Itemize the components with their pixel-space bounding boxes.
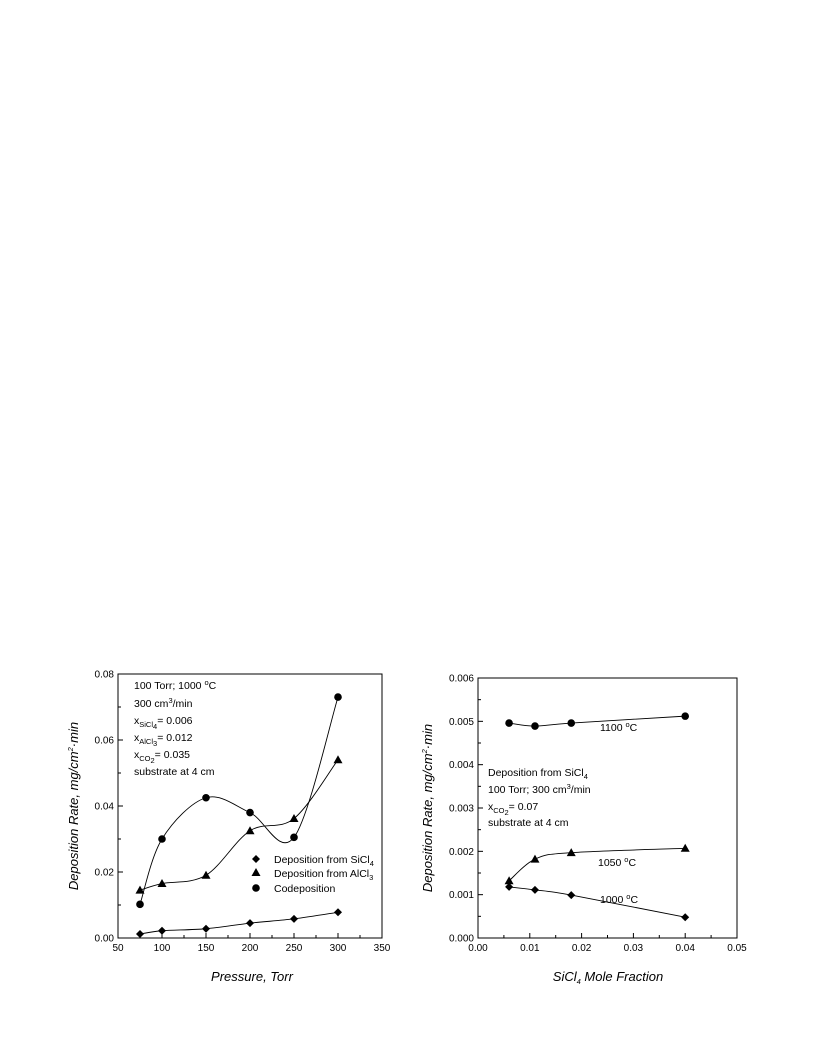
left-triangle-point <box>334 755 343 763</box>
right-y-title-tail: ·min <box>420 723 435 750</box>
left-note-3sub: SiCl <box>139 720 154 729</box>
right-diamond-point <box>681 913 689 921</box>
label-1050c-sup: o <box>624 855 629 864</box>
left-diamond-point <box>202 925 210 933</box>
left-y-tick-label: 0.04 <box>94 801 114 813</box>
right-note-2b: /min <box>570 784 591 796</box>
right-x-axis-title <box>553 969 663 986</box>
legend-item-alcl3-sub: 3 <box>369 873 374 882</box>
left-note-line-2 <box>134 696 193 710</box>
left-x-tick-label: 350 <box>373 943 391 954</box>
left-y-title-sup: 2 <box>66 747 75 752</box>
right-y-title-main: Deposition Rate, mg/cm <box>420 753 435 893</box>
left-note-line-6: substrate at 4 cm <box>134 766 215 778</box>
legend-circle-marker <box>252 884 260 892</box>
right-y-tick-label: 0.000 <box>448 933 474 945</box>
legend-item-sicl4-sub: 4 <box>369 859 374 868</box>
left-triangle-point <box>202 871 211 879</box>
left-note-4b: = 0.012 <box>157 732 193 744</box>
left-note-line-3 <box>134 715 193 731</box>
left-note-3a: x <box>134 715 140 727</box>
legend-item-alcl3 <box>274 868 373 882</box>
right-note-3sub: CO <box>493 806 505 815</box>
left-note-4a: x <box>134 732 140 744</box>
left-chart <box>66 670 391 985</box>
left-diamond-point <box>246 919 254 927</box>
left-x-tick-label: 100 <box>153 943 171 954</box>
left-diamond-point <box>290 915 298 923</box>
left-series-diamond-curve <box>140 912 338 934</box>
left-ticks <box>95 670 391 955</box>
left-note-line-4 <box>134 732 193 748</box>
right-triangle-point <box>530 855 539 863</box>
label-1000c-a: 1000 <box>600 894 627 906</box>
right-note-line-2 <box>488 782 591 796</box>
right-note-line-4: substrate at 4 cm <box>488 817 569 829</box>
right-x-tick-label: 0.04 <box>675 943 695 954</box>
right-diamond-point <box>567 891 575 899</box>
right-note-3b: = 0.07 <box>508 801 539 813</box>
left-note-4sub2: 3 <box>153 739 158 748</box>
left-note-1a: 100 Torr; 1000 <box>134 680 205 692</box>
left-note-4sub: AlCl <box>139 737 154 746</box>
left-circle-point <box>202 794 210 802</box>
right-note-2sup: 3 <box>566 782 571 791</box>
left-diamond-point <box>136 930 144 938</box>
left-note-line-5 <box>134 749 190 765</box>
label-1100c-b: C <box>629 722 638 734</box>
left-circle-point <box>158 835 166 843</box>
label-1050c-a: 1050 <box>598 857 625 869</box>
right-note-line-3 <box>488 801 538 817</box>
left-x-tick-label: 150 <box>197 943 215 954</box>
right-circle-point <box>567 719 575 727</box>
left-note-5a: x <box>134 749 140 761</box>
label-1100c <box>600 720 638 734</box>
right-y-tick-label: 0.003 <box>448 803 474 815</box>
right-y-tick-label: 0.002 <box>448 846 474 858</box>
left-y-title-tail: ·min <box>66 721 81 748</box>
label-1000c <box>600 892 638 906</box>
left-triangle-point <box>136 886 145 894</box>
left-note-2sup: 3 <box>168 696 173 705</box>
left-x-tick-label: 300 <box>329 943 347 954</box>
right-x-tick-label: 0.05 <box>727 943 747 954</box>
right-y-tick-label: 0.005 <box>448 716 474 728</box>
left-note-2a: 300 cm <box>134 698 169 710</box>
left-x-tick-label: 250 <box>285 943 303 954</box>
right-circle-point <box>531 722 539 730</box>
right-note-1sub: 4 <box>583 772 588 781</box>
left-note-5sub: CO <box>139 754 151 763</box>
left-plot-frame <box>118 674 382 938</box>
left-circle-point <box>136 901 144 909</box>
legend-diamond-marker <box>252 855 260 863</box>
right-circle-point <box>505 719 513 727</box>
right-x-title-sub: 4 <box>576 977 581 986</box>
left-triangle-point <box>246 826 255 834</box>
right-circle-point <box>681 712 689 720</box>
right-series-labels <box>598 720 638 906</box>
right-y-tick-label: 0.006 <box>448 673 474 685</box>
left-y-title-main: Deposition Rate, mg/cm <box>66 751 81 891</box>
left-note-5b: = 0.035 <box>154 749 190 761</box>
right-note-line-1 <box>488 767 588 781</box>
left-legend <box>252 854 374 895</box>
right-triangle-point <box>681 844 690 852</box>
left-x-axis-title: Pressure, Torr <box>211 969 293 984</box>
label-1050c-b: C <box>628 857 637 869</box>
label-1050c <box>598 855 636 869</box>
right-note-3a: x <box>488 801 494 813</box>
label-1100c-sup: o <box>625 720 630 729</box>
left-circle-point <box>246 809 254 817</box>
right-note-1: Deposition from SiCl <box>488 767 584 779</box>
left-note-2b: /min <box>172 698 193 710</box>
left-y-tick-label: 0.02 <box>94 867 114 879</box>
right-y-title-sup: 2 <box>420 749 429 754</box>
legend-item-sicl4-text: Deposition from SiCl <box>274 854 370 866</box>
left-annotation <box>134 678 217 778</box>
left-note-1b: C <box>208 680 217 692</box>
right-x-tick-label: 0.00 <box>468 943 488 954</box>
label-1100c-a: 1100 <box>600 722 626 734</box>
right-x-title-tail: Mole Fraction <box>580 969 664 984</box>
label-1000c-b: C <box>630 894 639 906</box>
right-note-3sub2: 2 <box>504 808 509 817</box>
right-x-tick-label: 0.02 <box>571 943 592 954</box>
left-note-line-1 <box>134 678 217 692</box>
label-1000c-sup: o <box>626 892 631 901</box>
right-note-2a: 100 Torr; 300 cm <box>488 784 567 796</box>
right-x-tick-label: 0.03 <box>623 943 644 954</box>
right-y-axis-title <box>420 724 435 892</box>
left-note-5sub2: 2 <box>150 756 155 765</box>
left-note-3sub2: 4 <box>153 722 158 731</box>
left-marks <box>136 693 343 938</box>
legend-item-alcl3-text: Deposition from AlCl <box>274 868 370 880</box>
right-y-tick-label: 0.001 <box>448 890 474 902</box>
left-note-3b: = 0.006 <box>157 715 193 727</box>
right-chart <box>420 674 747 987</box>
left-y-tick-label: 0.06 <box>94 735 114 747</box>
legend-item-codeposition: Codeposition <box>274 883 336 895</box>
left-circle-point <box>334 693 342 701</box>
right-annotation <box>488 767 591 829</box>
left-y-tick-label: 0.08 <box>94 669 114 681</box>
left-diamond-point <box>158 927 166 935</box>
left-y-tick-label: 0.00 <box>94 933 114 945</box>
left-y-axis-title <box>66 722 81 890</box>
legend-triangle-marker <box>252 868 261 876</box>
left-x-tick-label: 50 <box>112 943 124 954</box>
left-circle-point <box>290 834 298 842</box>
right-diamond-point <box>531 886 539 894</box>
right-x-title-main: SiCl <box>552 969 577 984</box>
right-x-tick-label: 0.01 <box>520 943 540 954</box>
left-x-tick-label: 200 <box>241 943 259 954</box>
left-note-1sup: o <box>204 678 209 687</box>
legend-item-sicl4 <box>274 854 374 868</box>
left-diamond-point <box>334 908 342 916</box>
right-y-tick-label: 0.004 <box>448 760 474 772</box>
